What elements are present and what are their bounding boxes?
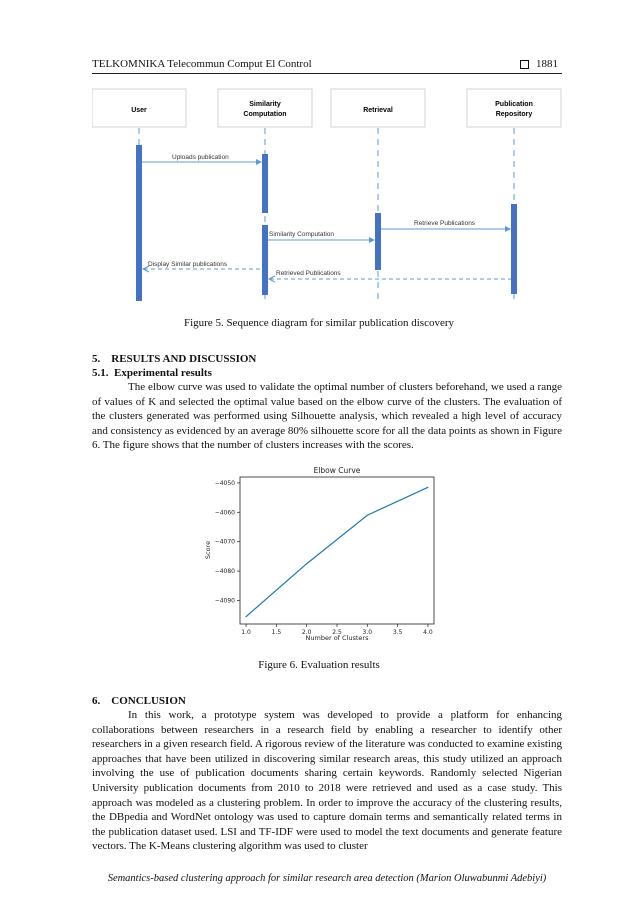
square-bullet-icon [520,60,529,69]
lifeline-label-repository-2: Repository [495,111,533,118]
section6-text: In this work, a prototype system was developed to provide a platform for enhancing collaborations between researchers in a research field by enabling a researcher to identify other researchers in a given research field. A rigorous review of the literature was conducted to examine existing approaches that have been utilized in discovering similar research areas, this study utilized an approach involving the use of publication documents sharing certain keywords. Randomly selected Nigerian University publication documents from 2010 to 2018 were retrieved and used as a case study. This approach was modeled as a clustering problem. In order to improve the accuracy of the clustering results, the DBpedia and WordNet ontology was used to capture domain terms and semantically related terms in the publication dataset used. LSI and TF-IDF were used to model the text documents and generate feature vectors. The K-Means clustering algorithm was used to cluster [92,709,562,853]
activation-retrieval [375,213,381,270]
message-display [143,261,262,272]
data-point [427,487,428,488]
message-uploads-label: Uploads publication [172,154,229,161]
message-similarity [268,231,375,243]
x-tick-label: 2.5 [332,629,342,636]
y-axis-ticks [215,480,240,605]
lifeline-box-similarity [218,89,312,127]
x-tick-label: 3.5 [392,629,403,636]
y-tick-label: −4080 [214,568,235,576]
lifeline-box-user [92,89,186,127]
section6-paragraph [92,708,562,854]
message-uploads [142,154,262,165]
journal-header: TELKOMNIKA Telecommun Comput El Control [92,58,312,70]
x-axis-label: Number of Clusters [305,634,369,642]
data-point [367,515,368,516]
x-tick-label: 1.5 [271,629,282,636]
elbow-curve-chart [190,462,450,652]
lifeline-label-similarity-2: Computation [243,111,287,118]
section5-paragraph [92,380,562,453]
lifeline-label-repository-1: Publication [495,101,533,108]
x-tick-label: 4.0 [423,629,433,636]
lifeline-box-repository [467,89,561,127]
section5-subtitle: 5.1. Experimental results [92,367,212,379]
message-display-label: Display Similar publications [148,261,228,268]
section5-title: 5. RESULTS AND DISCUSSION [92,353,257,365]
y-axis-label: Score [204,540,212,560]
activation-repository [511,204,517,294]
lifeline-box-retrieval [331,89,425,127]
page-number: 1881 [536,58,558,70]
activation-similarity-2 [262,225,268,295]
message-retrieve [381,220,511,232]
lifeline-label-retrieval: Retrieval [363,107,393,114]
data-point [306,563,307,564]
message-retrieve-label: Retrieve Publications [414,220,476,227]
plot-frame [240,477,434,624]
section6-title: 6. CONCLUSION [92,695,186,707]
data-point [245,616,246,617]
activation-user [136,145,142,301]
lifeline-label-similarity-1: Similarity [249,101,281,108]
x-tick-label: 3.0 [362,629,373,636]
message-retrieved [269,270,511,282]
activation-similarity-1 [262,154,268,213]
sequence-diagram [92,88,562,306]
lifeline-label-user: User [131,107,147,114]
header-rule [92,73,562,74]
y-tick-label: −4050 [214,479,235,487]
y-tick-label: −4090 [214,597,235,605]
running-footer: Semantics-based clustering approach for similar research area detection (Marion Oluwabunmi Adebiyi) [107,873,547,884]
x-tick-label: 1.0 [241,629,251,636]
figure5-caption: Figure 5. Sequence diagram for similar publication discovery [183,317,455,329]
data-points [245,487,428,618]
y-tick-label: −4060 [214,509,235,517]
chart-title: Elbow Curve [313,466,361,475]
x-tick-label: 2.0 [301,629,312,636]
series-line-score [246,487,428,616]
figure6-caption: Figure 6. Evaluation results [258,659,380,671]
message-similarity-label: Similarity Computation [269,231,335,238]
section5-text: The elbow curve was used to validate the optimal number of clusters beforehand, we used a range of values of K and selected the optimal value based on the elbow curve of the clusters. The evaluation of the clusters generated was performed using Silhouette analysis, which revealed a high level of accuracy and consistency as evidenced by an average 80% silhouette score for all the data points as shown in Figure 6. The figure shows that the number of clusters increases with the scores. [92,381,562,452]
message-retrieved-label: Retrieved Publications [276,270,341,277]
y-tick-label: −4070 [214,538,235,546]
page-number-block [520,58,558,70]
